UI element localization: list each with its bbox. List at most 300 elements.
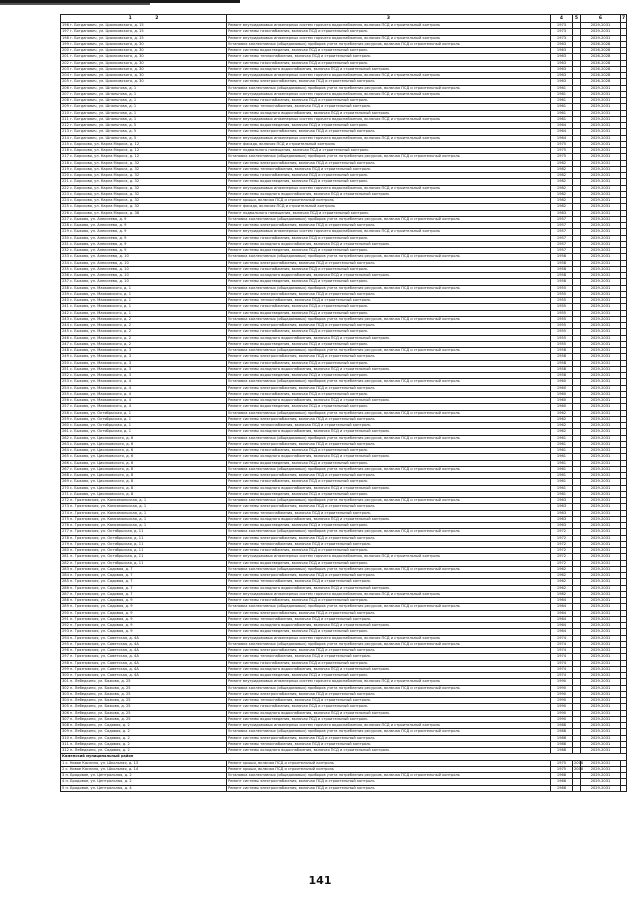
period-cell: 2029-2031 xyxy=(581,279,621,285)
year-built-cell: 1962 xyxy=(551,410,573,416)
column-number-header-row xyxy=(61,15,627,23)
address-text: п. Грязновская, ул. Садовая, д. 7 xyxy=(70,573,133,577)
period-cell: 2029-2031 xyxy=(581,491,621,497)
period-cell: 2029-2031 xyxy=(581,98,621,104)
year-built-cell: 1990 xyxy=(551,704,573,710)
address-text: п. Грязновская, ул. Садовая, д. 7 xyxy=(70,566,133,571)
year-built-cell: 1963 xyxy=(551,66,573,72)
year-built-cell: 1974 xyxy=(551,641,573,647)
address-text: г. Богданович, ул. Шпаньгова, д. 5 xyxy=(70,129,137,134)
address-text: п. Грязновская, ул. Октябрьская, д. 11 xyxy=(70,554,144,559)
address-text: с. Быково, ул. Алексеева, д. 9 xyxy=(70,216,127,221)
period-cell: 2029-2031 xyxy=(581,110,621,116)
year-built-cell: 1963 xyxy=(551,48,573,54)
period-cell: 2029-2031 xyxy=(581,191,621,197)
period-cell: 2029-2031 xyxy=(581,241,621,247)
work-type-cell: Ремонт внутридомовых инженерных систем горячего водоснабжения, включая ПСД и строительный контроль xyxy=(227,23,551,29)
work-type-cell: Ремонт системы электроснабжения, включая ПСД и строительный контроль xyxy=(227,535,551,541)
period-cell: 2026-2028 xyxy=(581,79,621,85)
row-number: 293 xyxy=(62,629,69,634)
header-col-1-2: 1 2 xyxy=(61,15,227,23)
work-type-cell: Ремонт системы водоотведения, включая ПСД и строительный контроль xyxy=(227,716,551,722)
period-cell: 2029-2031 xyxy=(581,698,621,704)
row-number: 284 xyxy=(62,573,69,577)
year-built-cell: 1975 xyxy=(551,760,573,766)
period-cell: 2026-2028 xyxy=(581,41,621,47)
work-type-cell: Ремонт системы водоотведения, включая ПСД и строительный контроль xyxy=(227,48,551,54)
year-built-cell: 1962 xyxy=(551,591,573,597)
work-type-cell: Ремонт фасада, включая ПСД и строительный контроль xyxy=(227,141,551,147)
address-text: г. Богданович, ул. Циолковского, д. 30 xyxy=(70,41,144,46)
address-text: с. Быково, ул. Алексеева, д. 9 xyxy=(70,235,127,240)
year-built-cell: 1982 xyxy=(551,173,573,179)
row-number: 231 xyxy=(62,241,69,246)
address-text: п. Грязновская, ул. Октябрьская, д. 11 xyxy=(70,535,144,540)
row-number: 275 xyxy=(62,516,69,521)
year-built-cell: 1963 xyxy=(551,41,573,47)
period-cell: 2029-2031 xyxy=(581,379,621,385)
year-built-cell: 1962 xyxy=(551,423,573,429)
work-type-cell: Ремонт системы холодного водоснабжения, включая ПСД и строительный контроль xyxy=(227,623,551,629)
period-cell: 2029-2031 xyxy=(581,779,621,785)
period-cell: 2029-2031 xyxy=(581,741,621,747)
work-type-cell: Ремонт внутридомовых инженерных систем горячего водоснабжения, включая ПСД и строительный контроль xyxy=(227,591,551,597)
row-number: 234 xyxy=(62,260,69,265)
address-text: п. Грязновская, ул. Садовая, д. 7 xyxy=(70,591,133,596)
work-type-cell: Ремонт системы холодного водоснабжения, включая ПСД и строительный контроль xyxy=(227,241,551,247)
address-text: с. Барсково, ул. Карла Маркса, д. 32 xyxy=(70,191,140,196)
work-type-cell: Ремонт системы электроснабжения, включая ПСД и строительный контроль xyxy=(227,779,551,785)
year-built-cell: 1961 xyxy=(551,91,573,97)
period-cell: 2029-2031 xyxy=(581,635,621,641)
row-number: 202 xyxy=(62,60,69,65)
row-number: 222 xyxy=(62,185,69,190)
address-text: с. Быково, ул. Циолковского, д. 8 xyxy=(70,479,134,484)
address-text: с. Быково, ул. Алексеева, д. 10 xyxy=(70,279,129,284)
year-built-cell: 1961 xyxy=(551,110,573,116)
address-text: с. Новое Каслино, ул. Школьная, д. 14 xyxy=(65,766,139,771)
top-border-mark-secondary xyxy=(0,3,150,5)
row-number: 266 xyxy=(62,460,69,465)
row-number: 5 xyxy=(62,785,65,790)
period-cell: 2029-2031 xyxy=(581,410,621,416)
period-cell: 2029-2031 xyxy=(581,541,621,547)
work-type-cell: Ремонт системы теплоснабжения, включая ПСД и строительный контроль xyxy=(227,654,551,660)
row-number: 289 xyxy=(62,604,69,609)
year-built-cell: 1982 xyxy=(551,185,573,191)
period-cell: 2029-2031 xyxy=(581,610,621,616)
year-built-cell: 1960 xyxy=(551,391,573,397)
address-text: г. Богданович, ул. Циолковского, д. 30 xyxy=(70,66,144,71)
year-built-cell: 1974 xyxy=(551,666,573,672)
row-number: 267 xyxy=(62,466,69,471)
year-built-cell: 1958 xyxy=(551,354,573,360)
row-number: 304 xyxy=(62,698,69,702)
address-text: г. Богданович, ул. Циолковского, д. 30 xyxy=(70,48,144,52)
work-type-cell: Ремонт системы холодного водоснабжения, включая ПСД и строительный контроль xyxy=(227,516,551,522)
address-text: п. Лебедкино, ул. Бажова, д. 25 xyxy=(70,716,131,721)
period-cell: 2029-2031 xyxy=(581,679,621,685)
period-cell: 2029-2031 xyxy=(581,104,621,110)
period-cell: 2029-2031 xyxy=(581,535,621,541)
address-text: г. Богданович, ул. Циолковского, д. 30 xyxy=(70,73,144,77)
address-text: с. Быково, ул. Маяковского, д. 3 xyxy=(70,354,131,359)
address-text: п. Грязновская, ул. Садовая, д. 7 xyxy=(70,585,133,590)
work-type-cell: Ремонт системы водоотведения, включая ПСД и строительный контроль xyxy=(227,248,551,254)
year-built-cell: 1974 xyxy=(551,654,573,660)
period-cell: 2029-2031 xyxy=(581,748,621,754)
year-built-cell: 1964 xyxy=(551,598,573,604)
period-cell: 2026-2028 xyxy=(581,54,621,60)
address-text: п. Грязновская, ул. Советская, д. 4А xyxy=(70,635,139,640)
work-type-cell: Ремонт системы газоснабжения, включая ПСД и строительный контроль xyxy=(227,548,551,554)
header-col-5: 5 xyxy=(573,15,581,23)
empty-cell xyxy=(621,785,627,791)
work-type-cell: Ремонт системы газоснабжения, включая ПСД и строительный контроль xyxy=(227,235,551,241)
work-type-cell: Установка коллективных (общедомовых) приборов учета потребления ресурсов, включая ПСД и строительный контроль xyxy=(227,685,551,691)
row-number: 214 xyxy=(62,135,69,140)
address-text: п. Грязновская, ул. Октябрьская, д. 11 xyxy=(70,548,144,552)
row-number: 285 xyxy=(62,579,69,584)
work-type-cell: Установка коллективных (общедомовых) приборов учета потребления ресурсов, включая ПСД и строительный контроль xyxy=(227,85,551,91)
row-number: 263 xyxy=(62,441,69,446)
work-type-cell: Ремонт системы холодного водоснабжения, включая ПСД и строительный контроль xyxy=(227,273,551,279)
year-built-cell: 1988 xyxy=(551,723,573,729)
work-type-cell: Ремонт системы электроснабжения, включая ПСД и строительный контроль xyxy=(227,610,551,616)
address-text: с. Быково, ул. Циолковского, д. 6 xyxy=(70,441,134,446)
work-type-cell: Ремонт внутридомовых инженерных систем горячего водоснабжения, включая ПСД и строительный контроль xyxy=(227,185,551,191)
work-type-cell: Ремонт системы водоотведения, включая ПСД и строительный контроль xyxy=(227,341,551,347)
year-built-cell: 1990 xyxy=(551,685,573,691)
row-number: 308 xyxy=(62,723,69,727)
row-number: 278 xyxy=(62,535,69,540)
work-type-cell: Ремонт системы водоотведения, включая ПСД и строительный контроль xyxy=(227,491,551,497)
work-type-cell: Ремонт системы электроснабжения, включая ПСД и строительный контроль xyxy=(227,79,551,85)
year-built-cell: 1958 xyxy=(551,260,573,266)
year-built-cell: 1957 xyxy=(551,216,573,222)
address-text: г. Богданович, ул. Шпаньгова, д. 5 xyxy=(70,123,137,127)
work-type-cell: Установка коллективных (общедомовых) приборов учета потребления ресурсов, включая ПСД и строительный контроль xyxy=(227,348,551,354)
period-cell: 2029-2031 xyxy=(581,723,621,729)
work-type-cell: Ремонт системы электроснабжения, включая ПСД и строительный контроль xyxy=(227,223,551,229)
row-number: 312 xyxy=(62,748,69,752)
period-cell: 2029-2031 xyxy=(581,760,621,766)
address-text: с. Быково, ул. Алексеева, д. 9 xyxy=(70,223,127,227)
work-type-cell: Ремонт системы электроснабжения, включая ПСД и строительный контроль xyxy=(227,504,551,510)
period-cell: 2029-2031 xyxy=(581,654,621,660)
year-built-cell: 1975 xyxy=(551,766,573,772)
year-built-cell: 1968 xyxy=(551,779,573,785)
period-cell: 2026-2028 xyxy=(581,48,621,54)
section-title: Каменский муниципальный район xyxy=(61,754,627,760)
address-text: с. Быково, ул. Алексеева, д. 9 xyxy=(70,229,127,234)
work-type-cell: Установка коллективных (общедомовых) приборов учета потребления ресурсов, включая ПСД и строительный контроль xyxy=(227,435,551,441)
address-text: п. Грязновская, ул. Советская, д. 4А xyxy=(70,648,139,652)
row-number: 303 xyxy=(62,691,69,696)
address-text: с. Быково, ул. Маяковского, д. 3 xyxy=(70,360,131,365)
work-type-cell: Установка коллективных (общедомовых) приборов учета потребления ресурсов, включая ПСД и строительный контроль xyxy=(227,216,551,222)
year-built-cell: 1972 xyxy=(551,541,573,547)
address-text: г. Богданович, ул. Шпаньгова, д. 1 xyxy=(70,110,137,115)
period-cell: 2029-2031 xyxy=(581,773,621,779)
year-built-cell: 1963 xyxy=(551,510,573,516)
row-number: 216 xyxy=(62,148,69,152)
year-built-cell: 1990 xyxy=(551,698,573,704)
period-cell: 2029-2031 xyxy=(581,116,621,122)
address-text: с. Быково, ул. Маяковского, д. 4 xyxy=(70,379,131,384)
address-text: г. Богданович, ул. Циолковского, д. 30 xyxy=(70,79,144,84)
period-cell: 2029-2031 xyxy=(581,373,621,379)
row-number: 228 xyxy=(62,223,69,227)
row-number: 249 xyxy=(62,354,69,359)
address-text: п. Лебедкино, ул. Садовая, д. 2 xyxy=(70,723,130,727)
period-cell: 2029-2031 xyxy=(581,504,621,510)
period-cell: 2029-2031 xyxy=(581,673,621,679)
year-built-cell: 1990 xyxy=(551,679,573,685)
address-text: с. Быково, ул. Циолковского, д. 6 xyxy=(70,460,134,465)
work-type-cell: Ремонт системы электроснабжения, включая ПСД и строительный контроль xyxy=(227,354,551,360)
period-cell: 2029-2031 xyxy=(581,579,621,585)
year-built-cell: 1962 xyxy=(551,429,573,435)
address-text: п. Грязновская, ул. Садовая, д. 9 xyxy=(70,623,133,627)
period-cell: 2029-2031 xyxy=(581,304,621,310)
work-type-cell: Ремонт системы холодного водоснабжения, включая ПСД и строительный контроль xyxy=(227,110,551,116)
period-cell: 2029-2031 xyxy=(581,329,621,335)
row-number: 232 xyxy=(62,248,69,252)
year-built-cell: 1961 xyxy=(551,104,573,110)
year-built-cell: 1972 xyxy=(551,554,573,560)
row-number: 213 xyxy=(62,129,69,134)
row-number: 226 xyxy=(62,210,69,215)
row-number: 309 xyxy=(62,729,69,734)
period-cell: 2029-2031 xyxy=(581,310,621,316)
row-number: 209 xyxy=(62,104,69,109)
period-cell: 2029-2031 xyxy=(581,273,621,279)
period-cell: 2029-2031 xyxy=(581,135,621,141)
address-text: г. Богданович, ул. Циолковского, д. 15 xyxy=(70,29,144,34)
work-type-cell: Ремонт системы электроснабжения, включая ПСД и строительный контроль xyxy=(227,785,551,791)
row-number: 264 xyxy=(62,448,69,452)
address-text: с. Быково, ул. Октябрьская, д. 1 xyxy=(70,429,131,434)
period-cell: 2026-2028 xyxy=(581,73,621,79)
work-type-cell: Ремонт системы водоотведения, включая ПСД и строительный контроль xyxy=(227,460,551,466)
year-built-cell: 1990 xyxy=(551,691,573,697)
period-cell: 2029-2031 xyxy=(581,716,621,722)
address-text: г. Богданович, ул. Циолковского, д. 15 xyxy=(70,23,144,27)
address-text: с. Быково, ул. Алексеева, д. 9 xyxy=(70,241,127,246)
year-built-cell: 1964 xyxy=(551,129,573,135)
period-cell: 2029-2031 xyxy=(581,516,621,522)
row-number: 261 xyxy=(62,429,69,434)
period-cell: 2029-2031 xyxy=(581,316,621,322)
row-number: 310 xyxy=(62,735,69,740)
table-body xyxy=(61,23,627,792)
address-text: п. Грязновская, ул. Октябрьская, д. 11 xyxy=(70,560,144,565)
row-number: 238 xyxy=(62,285,69,290)
row-number: 255 xyxy=(62,391,69,396)
row-number: 201 xyxy=(62,54,69,59)
address-text: с. Барсково, ул. Карла Маркса, д. 32 xyxy=(70,204,140,209)
work-type-cell: Ремонт внутридомовых инженерных систем горячего водоснабжения, включая ПСД и строительный контроль xyxy=(227,635,551,641)
work-type-cell: Ремонт системы электроснабжения, включая ПСД и строительный контроль xyxy=(227,385,551,391)
work-type-cell: Ремонт системы холодного водоснабжения, включая ПСД и строительный контроль xyxy=(227,429,551,435)
work-type-cell: Ремонт системы водоотведения, включая ПСД и строительный контроль xyxy=(227,279,551,285)
year-built-cell: 1955 xyxy=(551,335,573,341)
year-built-cell: 1982 xyxy=(551,166,573,172)
work-type-cell: Ремонт системы водоотведения, включая ПСД и строительный контроль xyxy=(227,673,551,679)
work-type-cell: Ремонт системы теплоснабжения, включая ПСД и строительный контроль xyxy=(227,541,551,547)
period-cell: 2029-2031 xyxy=(581,323,621,329)
address-text: с. Быково, ул. Октябрьская, д. 1 xyxy=(70,410,131,415)
year-built-cell: 1958 xyxy=(551,366,573,372)
period-cell: 2029-2031 xyxy=(581,591,621,597)
row-number: 241 xyxy=(62,304,69,309)
row-number: 206 xyxy=(62,85,69,90)
work-type-cell: Ремонт системы электроснабжения, включая ПСД и строительный контроль xyxy=(227,323,551,329)
year-built-cell: 1961 xyxy=(551,479,573,485)
period-cell: 2029-2031 xyxy=(581,785,621,791)
year-built-cell: 1988 xyxy=(551,735,573,741)
row-number: 258 xyxy=(62,410,69,415)
year-built-cell: 1961 xyxy=(551,85,573,91)
period-cell: 2029-2031 xyxy=(581,91,621,97)
period-cell: 2029-2031 xyxy=(581,523,621,529)
work-type-cell: Ремонт системы холодного водоснабжения, включая ПСД и строительный контроль xyxy=(227,710,551,716)
address-text: г. Богданович, ул. Циолковского, д. 15 xyxy=(70,35,144,40)
work-type-cell: Ремонт системы газоснабжения, включая ПСД и строительный контроль xyxy=(227,391,551,397)
work-type-cell: Ремонт системы электроснабжения, включая ПСД и строительный контроль xyxy=(227,473,551,479)
year-built-cell: 1973 xyxy=(551,23,573,29)
table-row xyxy=(61,785,627,791)
year-built-cell: 1955 xyxy=(551,285,573,291)
address-text: г. Богданович, ул. Шпаньгова, д. 1 xyxy=(70,104,137,109)
work-type-cell: Ремонт системы водоотведения, включая ПСД и строительный контроль xyxy=(227,523,551,529)
work-type-cell: Ремонт системы теплоснабжения, включая ПСД и строительный контроль xyxy=(227,616,551,622)
work-type-cell: Установка коллективных (общедомовых) приборов учета потребления ресурсов, включая ПСД и строительный контроль xyxy=(227,566,551,572)
address-text: с. Барсково, ул. Карла Маркса, д. 32 xyxy=(70,185,140,190)
work-type-cell: Ремонт крыши, включая ПСД и строительный контроль xyxy=(227,760,551,766)
year-built-cell: 1983 xyxy=(551,210,573,216)
period-cell: 2029-2031 xyxy=(581,266,621,272)
work-type-cell: Ремонт системы газоснабжения, включая ПСД и строительный контроль xyxy=(227,329,551,335)
year-built-cell: 1964 xyxy=(551,616,573,622)
row-number: 276 xyxy=(62,523,69,527)
period-cell: 2029-2031 xyxy=(581,460,621,466)
period-cell: 2029-2031 xyxy=(581,454,621,460)
row-number: 257 xyxy=(62,404,69,409)
address-text: с. Быково, ул. Циолковского, д. 8 xyxy=(70,491,134,496)
period-cell: 2029-2031 xyxy=(581,441,621,447)
address-text: г. Богданович, ул. Шпаньгова, д. 1 xyxy=(70,98,137,102)
work-type-cell: Ремонт системы электроснабжения, включая ПСД и строительный контроль xyxy=(227,691,551,697)
address-text: с. Быково, ул. Маяковского, д. 1 xyxy=(70,298,131,302)
work-type-cell: Ремонт системы теплоснабжения, включая ПСД и строительный контроль xyxy=(227,298,551,304)
address-text: п. Лебедкино, ул. Бажова, д. 25 xyxy=(70,704,131,709)
year-built-cell: 1958 xyxy=(551,254,573,260)
row-number: 279 xyxy=(62,541,69,546)
work-type-cell: Ремонт системы водоотведения, включая ПСД и строительный контроль xyxy=(227,629,551,635)
work-type-cell: Ремонт системы электроснабжения, включая ПСД и строительный контроль xyxy=(227,129,551,135)
period-cell: 2029-2031 xyxy=(581,479,621,485)
address-text: с. Быково, ул. Маяковского, д. 4 xyxy=(70,404,131,409)
period-cell: 2029-2031 xyxy=(581,735,621,741)
year-built-cell: 1975 xyxy=(551,141,573,147)
address-text: с. Быково, ул. Алексеева, д. 9 xyxy=(70,248,127,252)
period-cell: 2029-2031 xyxy=(581,623,621,629)
work-type-cell: Ремонт системы теплоснабжения, включая ПСД и строительный контроль xyxy=(227,741,551,747)
address-text: с. Быково, ул. Маяковского, д. 1 xyxy=(70,285,131,290)
year-built-cell: 1961 xyxy=(551,485,573,491)
year-built-cell: 1972 xyxy=(551,529,573,535)
row-number: 218 xyxy=(62,160,69,165)
work-type-cell: Ремонт системы теплоснабжения, включая ПСД и строительный контроль xyxy=(227,579,551,585)
period-cell: 2029-2031 xyxy=(581,466,621,472)
work-type-cell: Ремонт внутридомовых инженерных систем горячего водоснабжения, включая ПСД и строительный контроль xyxy=(227,229,551,235)
period-cell: 2029-2031 xyxy=(581,448,621,454)
address-cell xyxy=(61,785,227,791)
row-number: 212 xyxy=(62,123,69,127)
period-cell: 2029-2031 xyxy=(581,685,621,691)
year-built-cell: 1957 xyxy=(551,248,573,254)
address-text: п. Грязновская, ул. Садовая, д. 9 xyxy=(70,598,133,602)
period-cell: 2029-2031 xyxy=(581,629,621,635)
work-type-cell: Установка коллективных (общедомовых) приборов учета потребления ресурсов, включая ПСД и строительный контроль xyxy=(227,466,551,472)
period-cell: 2029-2031 xyxy=(581,641,621,647)
period-cell: 2029-2031 xyxy=(581,691,621,697)
row-number: 282 xyxy=(62,560,69,565)
row-number: 295 xyxy=(62,641,69,646)
year-built-cell: 1955 xyxy=(551,310,573,316)
work-type-cell: Ремонт системы газоснабжения, включая ПСД и строительный контроль xyxy=(227,479,551,485)
period-cell: 2029-2031 xyxy=(581,598,621,604)
work-type-cell: Ремонт системы холодного водоснабжения, включая ПСД и строительный контроль xyxy=(227,335,551,341)
row-number: 215 xyxy=(62,141,69,146)
work-type-cell: Ремонт системы холодного водоснабжения, включая ПСД и строительный контроль xyxy=(227,454,551,460)
row-number: 230 xyxy=(62,235,69,240)
address-text: п. Грязновская, ул. Комсомольская, д. 1 xyxy=(70,516,147,521)
row-number: 299 xyxy=(62,666,69,671)
address-text: с. Быково, ул. Маяковского, д. 2 xyxy=(70,323,131,327)
work-type-cell: Установка коллективных (общедомовых) приборов учета потребления ресурсов, включая ПСД и строительный контроль xyxy=(227,379,551,385)
work-type-cell: Ремонт системы газоснабжения, включая ПСД и строительный контроль xyxy=(227,29,551,35)
row-number: 235 xyxy=(62,266,69,271)
row-number: 252 xyxy=(62,373,69,377)
address-text: г. Богданович, ул. Циолковского, д. 30 xyxy=(70,60,144,65)
address-text: п. Грязновская, ул. Октябрьская, д. 11 xyxy=(70,541,144,546)
row-number: 219 xyxy=(62,166,69,171)
period-cell: 2029-2031 xyxy=(581,298,621,304)
work-type-cell: Ремонт системы электроснабжения, включая ПСД и строительный контроль xyxy=(227,735,551,741)
row-number: 2 xyxy=(62,766,65,771)
row-number: 200 xyxy=(62,48,69,52)
row-number: 251 xyxy=(62,366,69,371)
row-number: 220 xyxy=(62,173,69,177)
row-number: 294 xyxy=(62,635,69,640)
year-built-cell: 1962 xyxy=(551,585,573,591)
period-cell: 2029-2031 xyxy=(581,560,621,566)
work-type-cell: Ремонт системы газоснабжения, включая ПСД и строительный контроль xyxy=(227,704,551,710)
address-text: п. Лебедкино, ул. Бажова, д. 25 xyxy=(70,691,131,696)
year-built-cell: 1963 xyxy=(551,54,573,60)
row-number: 292 xyxy=(62,623,69,627)
row-number: 236 xyxy=(62,273,69,277)
row-number: 223 xyxy=(62,191,69,196)
address-text: п. Лебедкино, ул. Садовая, д. 2 xyxy=(70,741,130,746)
period-cell: 2029-2031 xyxy=(581,416,621,422)
period-cell: 2029-2031 xyxy=(581,229,621,235)
year-built-cell: 1982 xyxy=(551,198,573,204)
work-type-cell: Ремонт системы водоотведения, включая ПСД и строительный контроль xyxy=(227,373,551,379)
